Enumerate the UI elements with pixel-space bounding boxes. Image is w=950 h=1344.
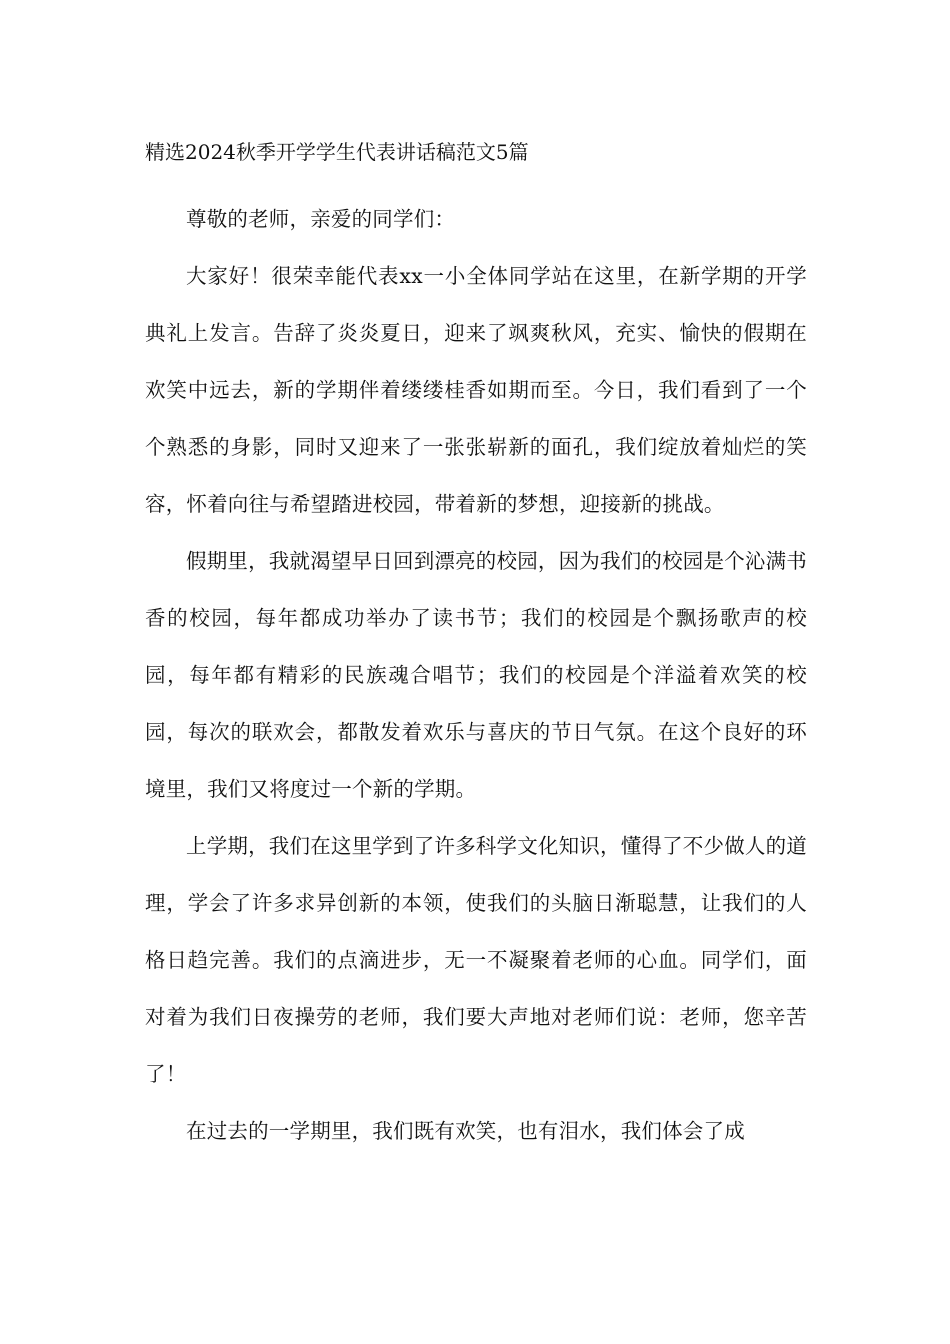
document-body <box>145 134 807 1160</box>
paragraph-1: 大家好！很荣幸能代表xx一小全体同学站在这里，在新学期的开学典礼上发言。告辞了炎炎夏日，迎来了飒爽秋风，充实、愉快的假期在欢笑中远去，新的学期伴着缕缕桂香如期而至。今日，我们看到了一个个熟悉的身影，同时又迎来了一张张崭新的面孔，我们绽放着灿烂的笑容，怀着向往与希望踏进校园，带着新的梦想，迎接新的挑战。 <box>145 264 807 516</box>
paragraph-4: 在过去的一学期里，我们既有欢笑，也有泪水，我们体会了成 <box>186 1119 745 1143</box>
paragraph-2: 假期里，我就渴望早日回到漂亮的校园，因为我们的校园是个沁满书香的校园，每年都成功举办了读书节；我们的校园是个飘扬歌声的校园，每年都有精彩的民族魂合唱节；我们的校园是个洋溢着欢笑的校园，每次的联欢会，都散发着欢乐与喜庆的节日气氛。在这个良好的环境里，我们又将度过一个新的学期。 <box>145 549 807 801</box>
document-title: 精选2024秋季开学学生代表讲话稿范文5篇 <box>145 140 529 164</box>
paragraph-greeting: 尊敬的老师，亲爱的同学们： <box>186 207 456 231</box>
paragraph-3: 上学期，我们在这里学到了许多科学文化知识，懂得了不少做人的道理，学会了许多求异创新的本领，使我们的头脑日渐聪慧，让我们的人格日趋完善。我们的点滴进步，无一不凝聚着老师的心血。同学们，面对着为我们日夜操劳的老师，我们要大声地对老师们说：老师，您辛苦了！ <box>145 834 807 1086</box>
